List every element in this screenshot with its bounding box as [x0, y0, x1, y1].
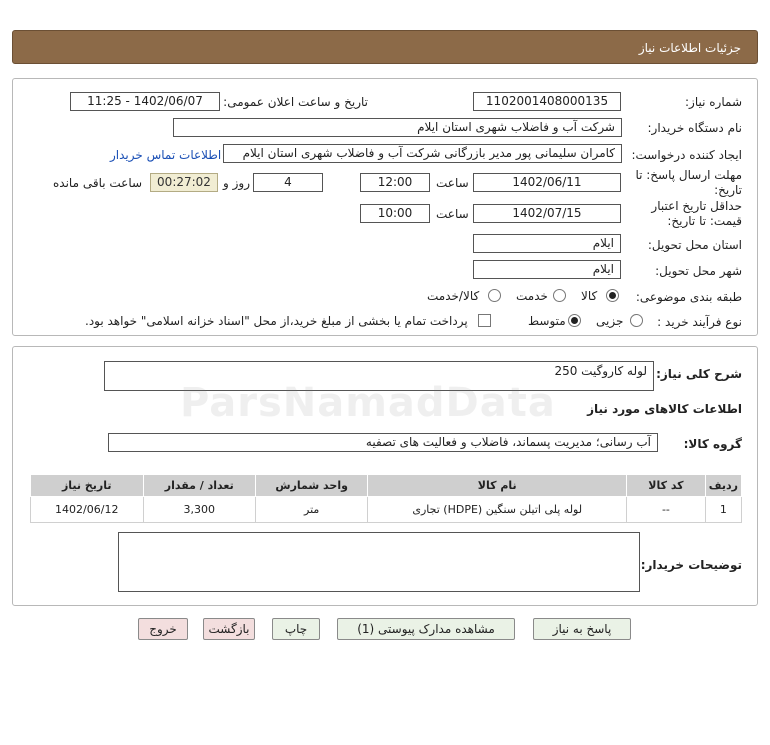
- back-button[interactable]: بازگشت: [203, 618, 255, 640]
- category-radio-goods[interactable]: [606, 289, 619, 302]
- print-button[interactable]: چاپ: [272, 618, 320, 640]
- category-option-goods: کالا: [581, 289, 598, 303]
- creator-field: کامران سلیمانی پور مدیر بازرگانی شرکت آب و فاضلاب شهری استان ایلام: [223, 144, 622, 163]
- need-summary-label: شرح کلی نیاز:: [656, 367, 742, 381]
- validity-time-label: ساعت: [436, 207, 469, 221]
- creator-label: ایجاد کننده درخواست:: [631, 148, 742, 162]
- remaining-time-label: ساعت باقی مانده: [53, 176, 143, 190]
- validity-time-field: 10:00: [360, 204, 430, 223]
- city-label: شهر محل تحویل:: [655, 264, 742, 278]
- province-field: ایلام: [473, 234, 621, 253]
- validity-label: حداقل تاریخ اعتبار قیمت: تا تاریخ:: [651, 199, 742, 228]
- category-option-goods-service: کالا/خدمت: [427, 289, 480, 303]
- watermark: ParsNamadData: [180, 380, 556, 426]
- goods-info-title: اطلاعات کالاهای مورد نیاز: [587, 402, 742, 416]
- buyer-notes-label: توضیحات خریدار:: [640, 558, 742, 572]
- category-radio-goods-service[interactable]: [488, 289, 501, 302]
- table-row: [31, 497, 742, 523]
- goods-group-label: گروه کالا:: [683, 437, 742, 451]
- process-option-minor: جزیی: [596, 314, 624, 328]
- process-radio-medium[interactable]: [568, 314, 581, 327]
- cell-name: لوله پلی اتیلن سنگین (HDPE) تجاری: [368, 497, 627, 523]
- process-label: نوع فرآیند خرید :: [657, 315, 742, 329]
- days-remaining-field: 4: [253, 173, 323, 192]
- goods-table-header: [31, 475, 742, 497]
- deadline-time-field: 12:00: [360, 173, 430, 192]
- buyer-org-label: نام دستگاه خریدار:: [647, 121, 742, 135]
- need-summary-field: لوله کاروگیت 250: [104, 361, 654, 391]
- col-unit: واحد شمارش: [255, 475, 367, 497]
- deadline-time-label: ساعت: [436, 176, 469, 190]
- col-quantity: تعداد / مقدار: [143, 475, 255, 497]
- cell-quantity: 3,300: [143, 497, 255, 523]
- view-attachments-button[interactable]: مشاهده مدارک پیوستی (1): [337, 618, 515, 640]
- buyer-notes-field: [118, 532, 640, 592]
- category-label: طبقه بندی موضوعی:: [635, 290, 742, 304]
- cell-need-date: 1402/06/12: [31, 497, 144, 523]
- cell-unit: متر: [255, 497, 367, 523]
- process-option-medium: متوسط: [528, 314, 566, 328]
- announce-datetime-label: تاریخ و ساعت اعلان عمومی:: [223, 95, 368, 109]
- col-code: کد کالا: [627, 475, 706, 497]
- page-title: جزئیات اطلاعات نیاز: [638, 41, 741, 55]
- goods-table: [30, 474, 742, 523]
- category-option-service: خدمت: [516, 289, 548, 303]
- buyer-org-field: شرکت آب و فاضلاب شهری استان ایلام: [173, 118, 622, 137]
- col-need-date: تاریخ نیاز: [31, 475, 144, 497]
- reply-button[interactable]: پاسخ به نیاز: [533, 618, 631, 640]
- deadline-label: مهلت ارسال پاسخ: تا تاریخ:: [635, 168, 742, 197]
- exit-button[interactable]: خروج: [138, 618, 188, 640]
- treasury-payment-checkbox[interactable]: [478, 314, 491, 327]
- days-label: روز و: [223, 176, 250, 190]
- process-radio-minor[interactable]: [630, 314, 643, 327]
- category-radio-service[interactable]: [553, 289, 566, 302]
- goods-group-field: آب رسانی؛ مدیریت پسماند، فاضلاب و فعالیت های تصفیه: [108, 433, 658, 452]
- announce-datetime-field: 1402/06/07 - 11:25: [70, 92, 220, 111]
- need-number-field: 1102001408000135: [473, 92, 621, 111]
- remaining-time-field: 00:27:02: [150, 173, 218, 192]
- deadline-date-field: 1402/06/11: [473, 173, 621, 192]
- page-header: [12, 30, 758, 64]
- need-number-label: شماره نیاز:: [685, 95, 742, 109]
- cell-row: 1: [705, 497, 741, 523]
- buyer-contact-link[interactable]: اطلاعات تماس خریدار: [110, 148, 222, 162]
- city-field: ایلام: [473, 260, 621, 279]
- treasury-payment-note: پرداخت تمام یا بخشی از مبلغ خرید،از محل "اسناد خزانه اسلامی" خواهد بود.: [85, 314, 468, 328]
- validity-date-field: 1402/07/15: [473, 204, 621, 223]
- col-row: ردیف: [705, 475, 741, 497]
- col-name: نام کالا: [368, 475, 627, 497]
- province-label: استان محل تحویل:: [647, 238, 742, 252]
- cell-code: --: [627, 497, 706, 523]
